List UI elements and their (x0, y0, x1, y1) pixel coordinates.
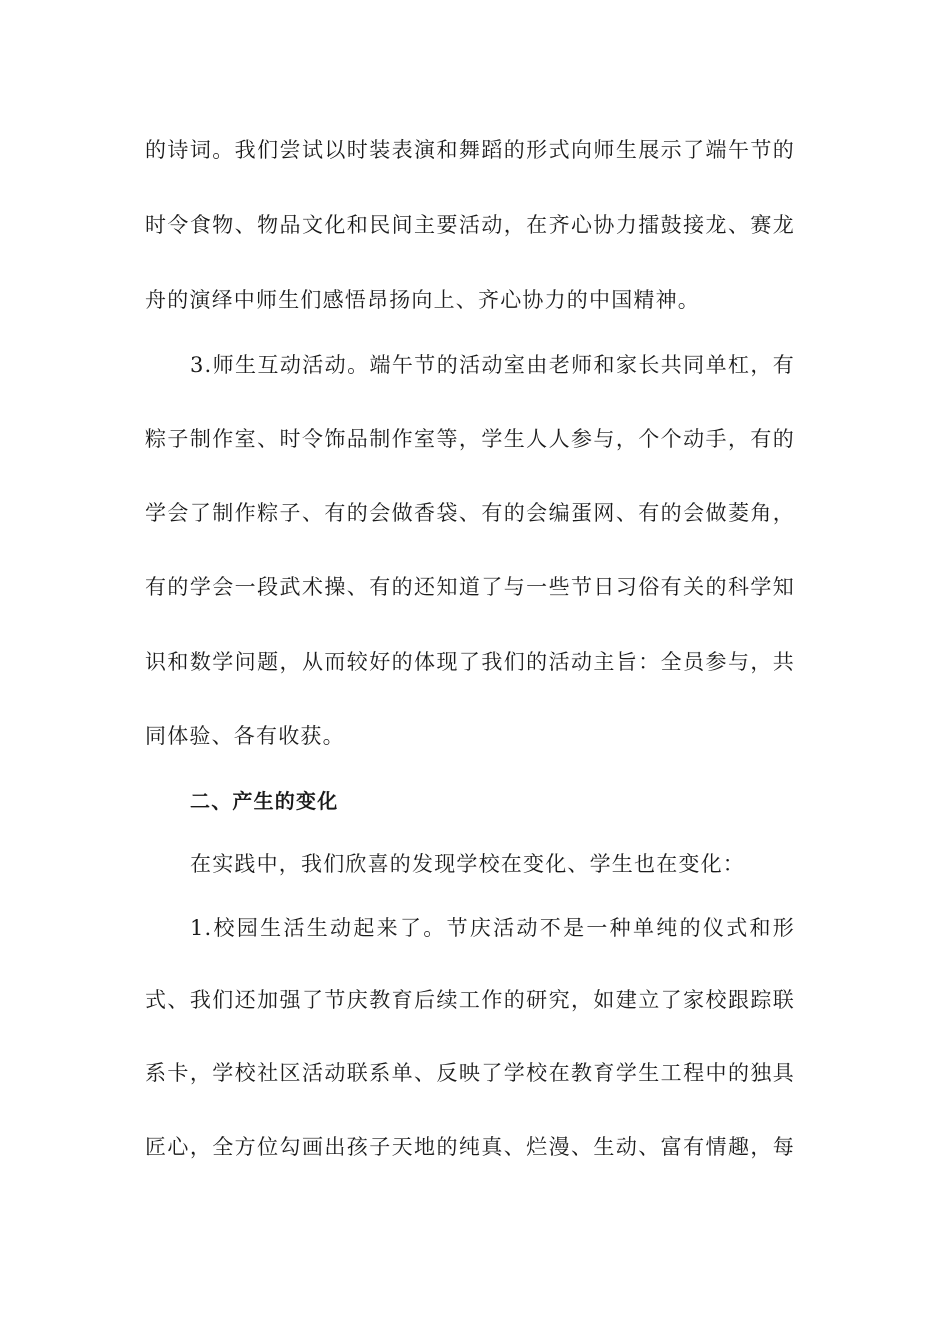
paragraph-line: 的诗词。我们尝试以时装表演和舞蹈的形式向师生展示了端午节的 (145, 138, 795, 162)
paragraph-line: 匠心，全方位勾画出孩子天地的纯真、烂漫、生动、富有情趣，每 (145, 1135, 795, 1159)
section-heading: 二、产生的变化 (190, 789, 339, 813)
paragraph-line: 粽子制作室、时令饰品制作室等，学生人人参与，个个动手，有的 (145, 427, 795, 451)
paragraph-line: 系卡，学校社区活动联系单、反映了学校在教育学生工程中的独具 (145, 1061, 795, 1085)
paragraph-line: 时令食物、物品文化和民间主要活动，在齐心协力擂鼓接龙、赛龙 (145, 213, 795, 237)
paragraph-line: 式、我们还加强了节庆教育后续工作的研究，如建立了家校跟踪联 (145, 988, 795, 1012)
paragraph-line: 有的学会一段武术操、有的还知道了与一些节日习俗有关的科学知 (145, 575, 795, 599)
paragraph-line: 1.校园生活生动起来了。节庆活动不是一种单纯的仪式和形 (190, 916, 795, 940)
paragraph-line: 同体验、各有收获。 (145, 724, 345, 748)
paragraph-line: 识和数学问题，从而较好的体现了我们的活动主旨：全员参与，共 (145, 650, 795, 674)
paragraph-line: 在实践中，我们欣喜的发现学校在变化、学生也在变化： (190, 852, 745, 876)
paragraph-line: 3.师生互动活动。端午节的活动室由老师和家长共同单杠，有 (190, 353, 795, 377)
paragraph-line: 学会了制作粽子、有的会做香袋、有的会编蛋网、有的会做菱角， (145, 501, 795, 525)
paragraph-line: 舟的演绎中师生们感悟昂扬向上、齐心协力的中国精神。 (145, 288, 700, 312)
